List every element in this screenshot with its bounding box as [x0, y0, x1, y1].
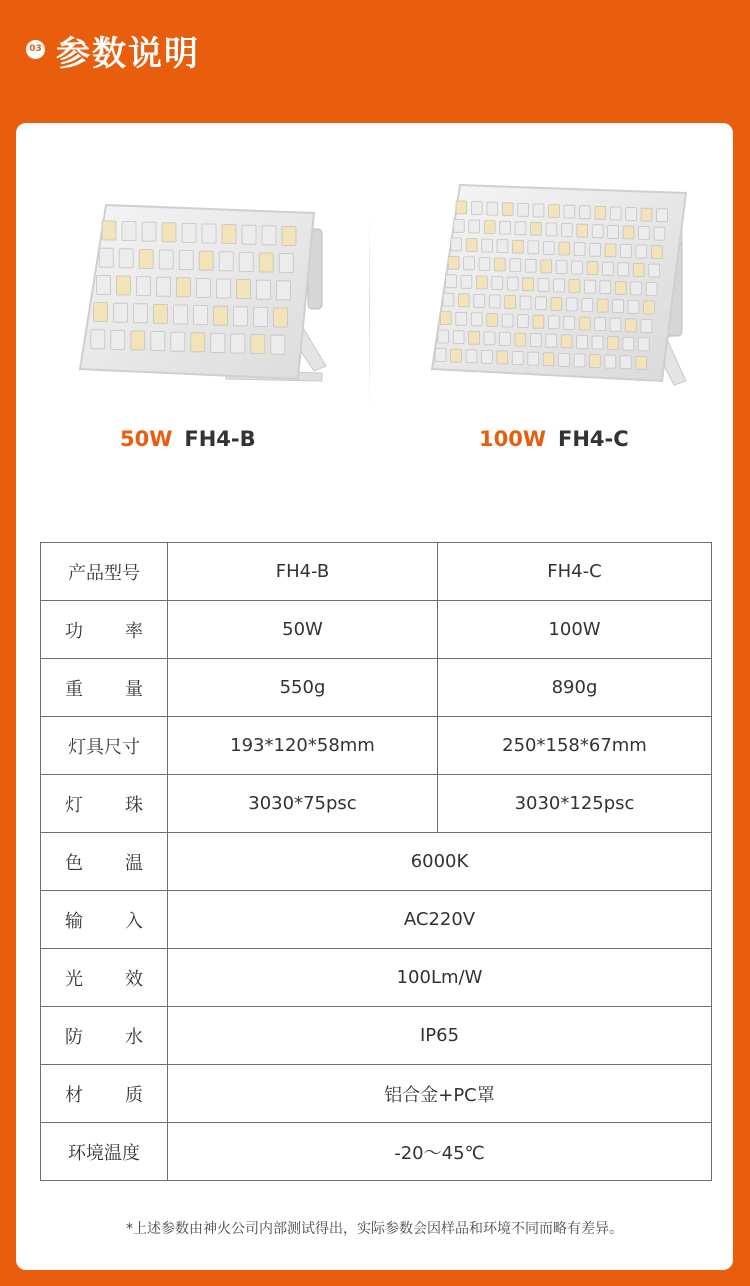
spec-label-text: 入 — [125, 910, 143, 932]
spec-label — [41, 1007, 168, 1065]
led-chip — [279, 254, 293, 273]
led-chip — [102, 221, 116, 240]
model-name: FH4-B — [184, 427, 256, 451]
model-caption-100w — [479, 427, 629, 451]
led-chip — [469, 220, 480, 233]
floodlight-illustration-small — [76, 201, 336, 391]
led-chip — [639, 227, 650, 240]
led-chip — [500, 221, 511, 234]
led-chip — [458, 294, 469, 307]
led-chip — [256, 280, 270, 299]
led-chip — [566, 298, 577, 311]
led-chip — [536, 297, 547, 310]
led-chip — [531, 222, 542, 235]
led-chip — [276, 281, 290, 300]
spec-label-text: 功 — [65, 620, 83, 642]
led-chip — [590, 243, 601, 256]
led-chip — [196, 278, 210, 297]
led-chip — [574, 354, 585, 367]
led-chip — [561, 335, 572, 348]
led-chip — [610, 207, 621, 220]
spec-label-text: 产品型号 — [68, 562, 140, 584]
led-chip — [456, 201, 467, 214]
led-chip — [239, 252, 253, 271]
led-chip — [610, 318, 621, 331]
spec-label-text: 色 — [65, 852, 83, 874]
led-chip — [641, 208, 652, 221]
led-chip — [99, 248, 113, 267]
led-chip — [518, 203, 529, 216]
spec-value-fh4c: 250*158*67mm — [438, 717, 712, 775]
section-header — [0, 0, 750, 110]
led-chip — [131, 331, 145, 350]
led-chip — [520, 296, 531, 309]
spec-row — [41, 717, 712, 775]
spec-label — [41, 833, 168, 891]
led-chip — [628, 300, 639, 313]
led-chip — [216, 279, 230, 298]
led-chip — [446, 275, 457, 288]
led-chip — [585, 280, 596, 293]
led-chip — [122, 222, 136, 241]
spec-value-fh4b: 550g — [168, 659, 438, 717]
led-chip — [134, 304, 148, 323]
led-chip — [608, 337, 619, 350]
spec-label — [41, 891, 168, 949]
footnote: *上述参数由神火公司内部测试得出，实际参数会因样品和环境不同而略有差异。 — [126, 1221, 623, 1237]
led-chip — [182, 223, 196, 242]
led-chip — [530, 334, 541, 347]
spec-card — [16, 123, 733, 1270]
led-chip — [435, 349, 446, 362]
spec-value-shared: 100Lm/W — [168, 949, 712, 1007]
led-chip — [471, 202, 482, 215]
led-chip — [510, 259, 521, 272]
led-chip — [489, 295, 500, 308]
spec-label-text: 灯 — [65, 794, 83, 816]
spec-label-text: 防 — [65, 1026, 83, 1048]
led-chip — [500, 333, 511, 346]
spec-value-fh4b: 50W — [168, 601, 438, 659]
spec-table — [40, 542, 712, 1181]
spec-value-fh4b: 193*120*58mm — [168, 717, 438, 775]
led-chip — [119, 249, 133, 268]
spec-label-text: 效 — [125, 968, 143, 990]
led-chip — [448, 256, 459, 269]
led-chip — [199, 251, 213, 270]
spec-label-text: 环境温度 — [68, 1142, 140, 1164]
spec-value-fh4c: 3030*125psc — [438, 775, 712, 833]
spec-label-text: 量 — [125, 678, 143, 700]
led-chip — [543, 242, 554, 255]
led-chip — [461, 275, 472, 288]
led-chip — [482, 239, 493, 252]
product-image-50w — [76, 201, 336, 391]
led-chip — [502, 314, 513, 327]
led-chip — [574, 243, 585, 256]
led-chip — [111, 330, 125, 349]
spec-value-fh4c: 890g — [438, 659, 712, 717]
led-chip — [549, 205, 560, 218]
led-chip — [497, 351, 508, 364]
led-chip — [142, 222, 156, 241]
spec-value-shared: IP65 — [168, 1007, 712, 1065]
spec-label-text: 材 — [65, 1084, 83, 1106]
led-chip — [487, 314, 498, 327]
led-chip — [492, 277, 503, 290]
led-chip — [453, 331, 464, 344]
led-chip — [91, 330, 105, 349]
led-chip — [618, 263, 629, 276]
led-chip — [603, 262, 614, 275]
led-chip — [497, 240, 508, 253]
led-chip — [438, 330, 449, 343]
led-chip — [505, 296, 516, 309]
spec-value-shared: 6000K — [168, 833, 712, 891]
led-chip — [621, 245, 632, 258]
led-chip — [631, 282, 642, 295]
section-number-badge: 03 — [26, 40, 45, 59]
led-chip — [151, 332, 165, 351]
spec-row — [41, 1123, 712, 1181]
spec-row — [41, 543, 712, 601]
led-chip — [564, 317, 575, 330]
section-title: 参数说明 — [56, 34, 200, 74]
led-chip — [222, 225, 236, 244]
led-chip — [615, 281, 626, 294]
led-chip — [464, 257, 475, 270]
led-chip — [548, 316, 559, 329]
led-chip — [572, 261, 583, 274]
led-chip — [94, 303, 108, 322]
spec-label — [41, 601, 168, 659]
product-image-100w — [424, 181, 694, 401]
led-chip — [259, 253, 273, 272]
led-chip — [179, 251, 193, 270]
led-chip — [471, 313, 482, 326]
led-chip — [271, 335, 285, 354]
led-chip — [202, 224, 216, 243]
spec-label-text: 率 — [125, 620, 143, 642]
spec-label — [41, 543, 168, 601]
spec-label — [41, 949, 168, 1007]
spec-row — [41, 601, 712, 659]
spec-value-shared: AC220V — [168, 891, 712, 949]
led-chip — [162, 223, 176, 242]
led-chip — [479, 258, 490, 271]
spec-label-text: 输 — [65, 910, 83, 932]
led-chip — [154, 304, 168, 323]
led-chip — [651, 246, 662, 259]
led-chip — [474, 294, 485, 307]
led-chip — [513, 240, 524, 253]
led-chip — [597, 299, 608, 312]
led-chip — [569, 280, 580, 293]
spec-row — [41, 891, 712, 949]
led-chip — [487, 202, 498, 215]
led-chip — [453, 219, 464, 232]
led-chip — [551, 297, 562, 310]
led-chip — [443, 293, 454, 306]
led-chip — [546, 334, 557, 347]
led-chip — [466, 350, 477, 363]
led-chip — [242, 225, 256, 244]
led-chip — [512, 352, 523, 365]
model-caption-50w — [120, 427, 256, 451]
led-chip — [546, 223, 557, 236]
led-chip — [538, 278, 549, 291]
spec-row — [41, 833, 712, 891]
led-chip — [116, 276, 130, 295]
led-chip — [274, 308, 288, 327]
led-chip — [657, 209, 668, 222]
spec-label-text: 温 — [125, 852, 143, 874]
led-chip — [541, 260, 552, 273]
led-chip — [495, 258, 506, 271]
led-chip — [114, 303, 128, 322]
led-chip — [582, 299, 593, 312]
led-chip — [533, 315, 544, 328]
led-chip — [139, 249, 153, 268]
led-chip — [587, 262, 598, 275]
spec-value-shared: -20～45℃ — [168, 1123, 712, 1181]
led-chip — [646, 283, 657, 296]
led-chip — [633, 264, 644, 277]
led-chip — [251, 335, 265, 354]
led-chip — [515, 222, 526, 235]
led-chip — [96, 275, 110, 294]
led-chip — [564, 205, 575, 218]
led-chip — [234, 307, 248, 326]
led-chip — [533, 204, 544, 217]
led-chip — [469, 331, 480, 344]
led-chip — [554, 279, 565, 292]
image-divider — [369, 213, 370, 413]
spec-label-text: 重 — [65, 678, 83, 700]
led-chip — [484, 332, 495, 345]
led-chip — [626, 319, 637, 332]
led-chip — [577, 224, 588, 237]
led-chip — [590, 355, 601, 368]
led-chip — [159, 250, 173, 269]
spec-label-text: 光 — [65, 968, 83, 990]
led-chip — [136, 277, 150, 296]
led-chip — [620, 356, 631, 369]
led-chip — [282, 226, 296, 245]
spec-value-fh4c: FH4-C — [438, 543, 712, 601]
led-chip — [649, 264, 660, 277]
led-chip — [477, 276, 488, 289]
spec-value-fh4b: 3030*75psc — [168, 775, 438, 833]
led-chip — [176, 278, 190, 297]
led-chip — [613, 300, 624, 313]
spec-label — [41, 659, 168, 717]
led-chip — [484, 221, 495, 234]
led-chip — [262, 226, 276, 245]
led-chip — [528, 241, 539, 254]
led-chip — [528, 352, 539, 365]
spec-label — [41, 775, 168, 833]
led-chip — [502, 203, 513, 216]
led-chip — [623, 226, 634, 239]
led-chip — [579, 317, 590, 330]
spec-row — [41, 1007, 712, 1065]
led-chip — [156, 277, 170, 296]
spec-row — [41, 949, 712, 1007]
led-chip — [636, 245, 647, 258]
led-chip — [515, 333, 526, 346]
spec-label — [41, 1123, 168, 1181]
led-chip — [523, 278, 534, 291]
spec-label-text: 水 — [125, 1026, 143, 1048]
led-chip — [191, 333, 205, 352]
led-chip — [525, 259, 536, 272]
spec-value-fh4b: FH4-B — [168, 543, 438, 601]
led-chip — [644, 301, 655, 314]
led-chip — [654, 227, 665, 240]
led-chip — [636, 356, 647, 369]
led-chip — [600, 281, 611, 294]
spec-row — [41, 659, 712, 717]
led-chip — [543, 353, 554, 366]
floodlight-illustration-large — [424, 181, 694, 401]
led-chip — [608, 225, 619, 238]
spec-label-text: 珠 — [125, 794, 143, 816]
spec-row — [41, 775, 712, 833]
led-chip — [605, 355, 616, 368]
led-chip — [211, 333, 225, 352]
led-chip — [579, 206, 590, 219]
led-chip — [595, 206, 606, 219]
led-chip — [219, 252, 233, 271]
led-chip — [559, 242, 570, 255]
led-chip — [592, 336, 603, 349]
led-chip — [214, 306, 228, 325]
led-chip — [231, 334, 245, 353]
led-chip — [595, 318, 606, 331]
led-chip — [626, 208, 637, 221]
led-chip — [641, 320, 652, 333]
spec-value-fh4c: 100W — [438, 601, 712, 659]
model-watt: 100W — [479, 427, 546, 451]
spec-value-shared: 铝合金+PC罩 — [168, 1065, 712, 1123]
led-chip — [254, 307, 268, 326]
led-chip — [577, 336, 588, 349]
spec-row — [41, 1065, 712, 1123]
led-chip — [638, 338, 649, 351]
led-chip — [236, 280, 250, 299]
model-name: FH4-C — [558, 427, 629, 451]
led-chip — [623, 337, 634, 350]
spec-label-text: 灯具尺寸 — [68, 736, 140, 758]
spec-label — [41, 717, 168, 775]
led-chip — [592, 225, 603, 238]
led-chip — [451, 349, 462, 362]
led-chip — [171, 332, 185, 351]
led-chip — [561, 224, 572, 237]
led-chip — [466, 239, 477, 252]
led-chip — [440, 312, 451, 325]
spec-label — [41, 1065, 168, 1123]
led-chip — [174, 305, 188, 324]
led-chip — [605, 244, 616, 257]
model-watt: 50W — [120, 427, 173, 451]
led-chip — [507, 277, 518, 290]
led-chip — [456, 312, 467, 325]
led-chip — [194, 306, 208, 325]
led-chip — [482, 350, 493, 363]
led-chip — [559, 353, 570, 366]
led-chip — [518, 315, 529, 328]
led-chip — [451, 238, 462, 251]
spec-label-text: 质 — [125, 1084, 143, 1106]
led-chip — [556, 261, 567, 274]
